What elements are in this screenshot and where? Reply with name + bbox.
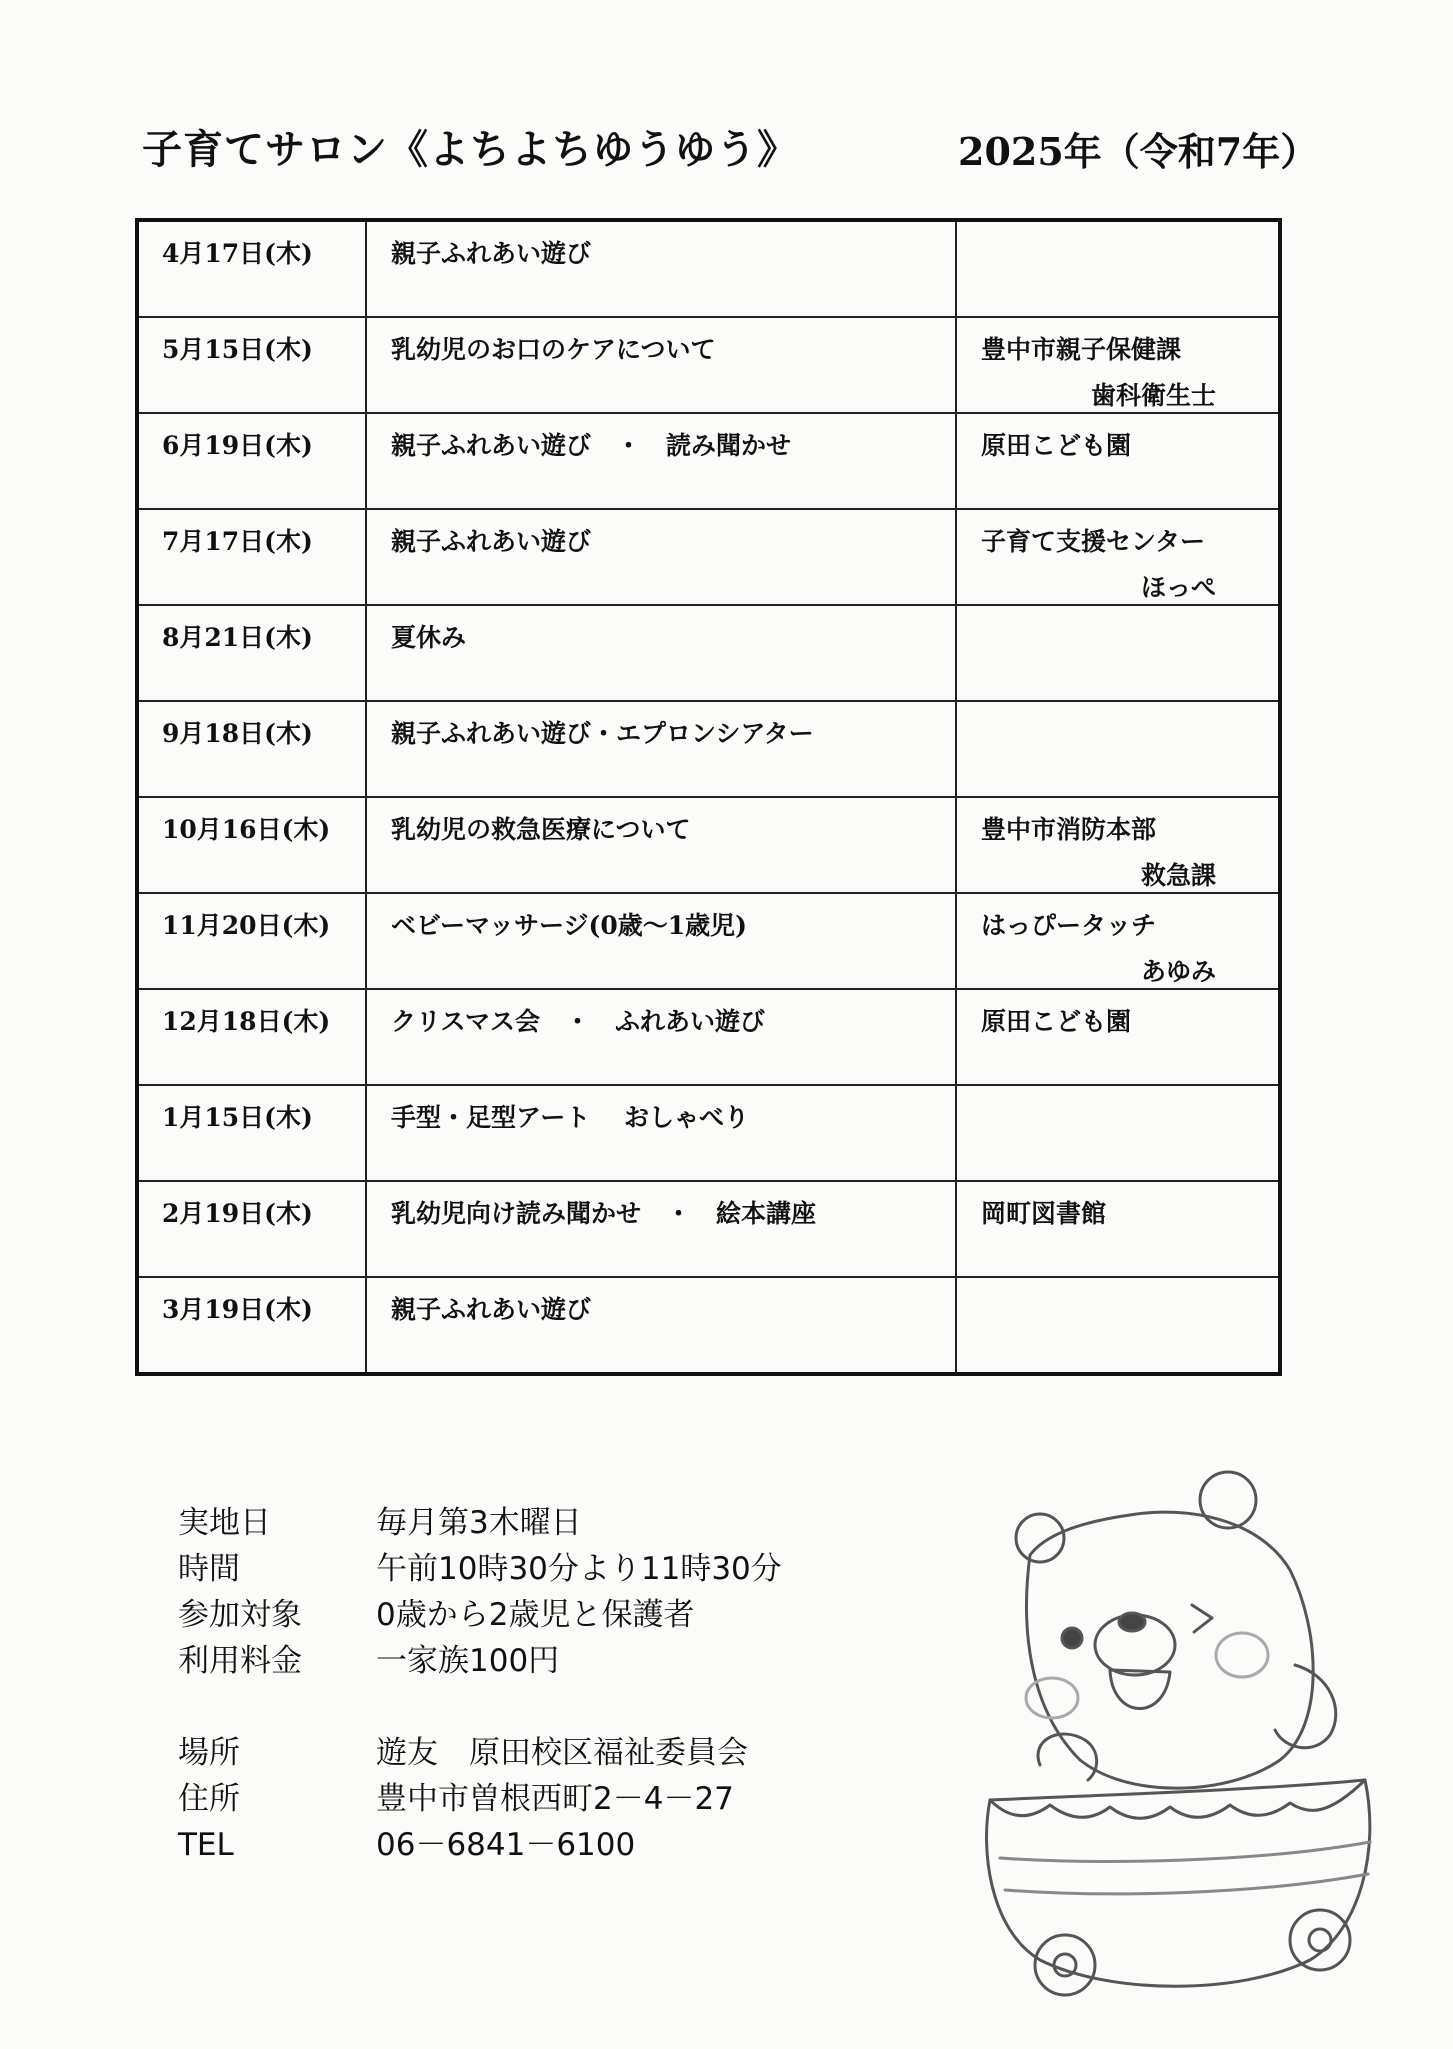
table-row <box>137 989 1280 1085</box>
table-row <box>137 1085 1280 1181</box>
event-text: 乳幼児の救急医療について <box>391 815 691 844</box>
info-row <box>178 1546 782 1592</box>
table-row <box>137 220 1280 317</box>
event-text: 夏休み <box>391 623 467 652</box>
table-row <box>137 1277 1280 1374</box>
info-row <box>178 1638 782 1684</box>
event-text: 手型・足型アート おしゃべり <box>391 1103 749 1132</box>
date-cell <box>137 797 366 893</box>
date-cell <box>137 605 366 701</box>
date-cell <box>137 1277 366 1374</box>
event-text: 親子ふれあい遊び ・ 読み聞かせ <box>391 431 792 460</box>
host-cell <box>956 220 1280 317</box>
event-text: 親子ふれあい遊び・エプロンシアター <box>391 719 814 748</box>
date-text: 8月21日(木) <box>162 623 313 652</box>
date-cell <box>137 893 366 989</box>
date-cell <box>137 317 366 413</box>
info-row <box>178 1730 782 1776</box>
table-row <box>137 701 1280 797</box>
host-cell <box>956 1277 1280 1374</box>
info-value: 毎月第3木曜日 <box>376 1505 582 1541</box>
info-row <box>178 1500 782 1546</box>
table-row <box>137 1181 1280 1277</box>
info-label: 実地日 <box>178 1505 271 1541</box>
event-cell <box>366 220 956 317</box>
date-cell <box>137 1181 366 1277</box>
date-text: 3月19日(木) <box>162 1295 313 1324</box>
host-name: 豊中市消防本部 <box>981 815 1157 844</box>
date-text: 11月20日(木) <box>162 911 331 940</box>
date-text: 1月15日(木) <box>162 1103 313 1132</box>
date-cell <box>137 220 366 317</box>
info-value: 遊友 原田校区福祉委員会 <box>376 1735 748 1771</box>
table-row <box>137 605 1280 701</box>
event-cell <box>366 413 956 509</box>
info-label: 住所 <box>178 1781 240 1817</box>
info-row <box>178 1822 782 1868</box>
info-value: 06－6841－6100 <box>376 1827 636 1863</box>
info-row <box>178 1776 782 1822</box>
date-text: 9月18日(木) <box>162 719 313 748</box>
year-label: 2025年（令和7年） <box>958 129 1319 174</box>
host-cell <box>956 1085 1280 1181</box>
host-cell <box>956 1181 1280 1277</box>
event-text: 親子ふれあい遊び <box>391 239 592 268</box>
event-text: 乳幼児向け読み聞かせ ・ 絵本講座 <box>391 1199 817 1228</box>
event-cell <box>366 1085 956 1181</box>
date-text: 10月16日(木) <box>162 815 331 844</box>
host-cell <box>956 797 1280 893</box>
event-cell <box>366 605 956 701</box>
event-cell <box>366 797 956 893</box>
date-text: 6月19日(木) <box>162 431 313 460</box>
host-cell <box>956 989 1280 1085</box>
info-value: 午前10時30分より11時30分 <box>376 1551 782 1587</box>
host-name: 原田こども園 <box>981 431 1132 460</box>
event-cell <box>366 701 956 797</box>
host-cell <box>956 893 1280 989</box>
table-row <box>137 317 1280 413</box>
date-cell <box>137 1085 366 1181</box>
date-text: 4月17日(木) <box>162 239 313 268</box>
date-cell <box>137 413 366 509</box>
host-cell <box>956 509 1280 605</box>
event-cell <box>366 509 956 605</box>
host-subname: 救急課 <box>1140 861 1216 890</box>
date-text: 5月15日(木) <box>162 335 313 364</box>
host-subname: ほっぺ <box>1140 573 1216 602</box>
date-text: 2月19日(木) <box>162 1199 313 1228</box>
info-value: 豊中市曽根西町2－4－27 <box>376 1781 734 1817</box>
info-label: TEL <box>178 1827 234 1863</box>
event-text: 親子ふれあい遊び <box>391 527 592 556</box>
host-cell <box>956 701 1280 797</box>
event-cell <box>366 317 956 413</box>
host-name: はっぴータッチ <box>981 911 1157 940</box>
info-label: 場所 <box>178 1735 240 1771</box>
info-value: 一家族100円 <box>376 1643 560 1679</box>
host-name: 岡町図書館 <box>981 1199 1107 1228</box>
event-cell <box>366 1277 956 1374</box>
event-text: 親子ふれあい遊び <box>391 1295 592 1324</box>
host-subname: 歯科衛生士 <box>1090 381 1216 410</box>
date-text: 12月18日(木) <box>162 1007 331 1036</box>
host-cell <box>956 317 1280 413</box>
info-row <box>178 1592 782 1638</box>
host-cell <box>956 605 1280 701</box>
host-name: 子育て支援センター <box>981 527 1206 556</box>
page-title: 子育てサロン《よちよちゆうゆう》 <box>142 126 798 173</box>
event-text: クリスマス会 ・ ふれあい遊び <box>391 1007 766 1036</box>
table-row <box>137 797 1280 893</box>
info-label: 利用料金 <box>178 1643 302 1679</box>
table-row <box>137 509 1280 605</box>
host-cell <box>956 413 1280 509</box>
info-block <box>178 1500 782 1868</box>
info-label: 参加対象 <box>178 1597 302 1633</box>
event-cell <box>366 1181 956 1277</box>
host-name: 豊中市親子保健課 <box>981 335 1182 364</box>
date-cell <box>137 989 366 1085</box>
schedule-table <box>135 218 1282 1376</box>
event-cell <box>366 989 956 1085</box>
host-name: 原田こども園 <box>981 1007 1132 1036</box>
event-cell <box>366 893 956 989</box>
bear-in-cup-icon <box>960 1460 1400 2020</box>
date-cell <box>137 509 366 605</box>
date-text: 7月17日(木) <box>162 527 313 556</box>
event-text: ベビーマッサージ(0歳～1歳児) <box>391 911 747 940</box>
date-cell <box>137 701 366 797</box>
host-subname: あゆみ <box>1140 957 1216 986</box>
table-row <box>137 893 1280 989</box>
table-row <box>137 413 1280 509</box>
info-label: 時間 <box>178 1551 240 1587</box>
event-text: 乳幼児のお口のケアについて <box>391 335 716 364</box>
info-value: 0歳から2歳児と保護者 <box>376 1597 695 1633</box>
